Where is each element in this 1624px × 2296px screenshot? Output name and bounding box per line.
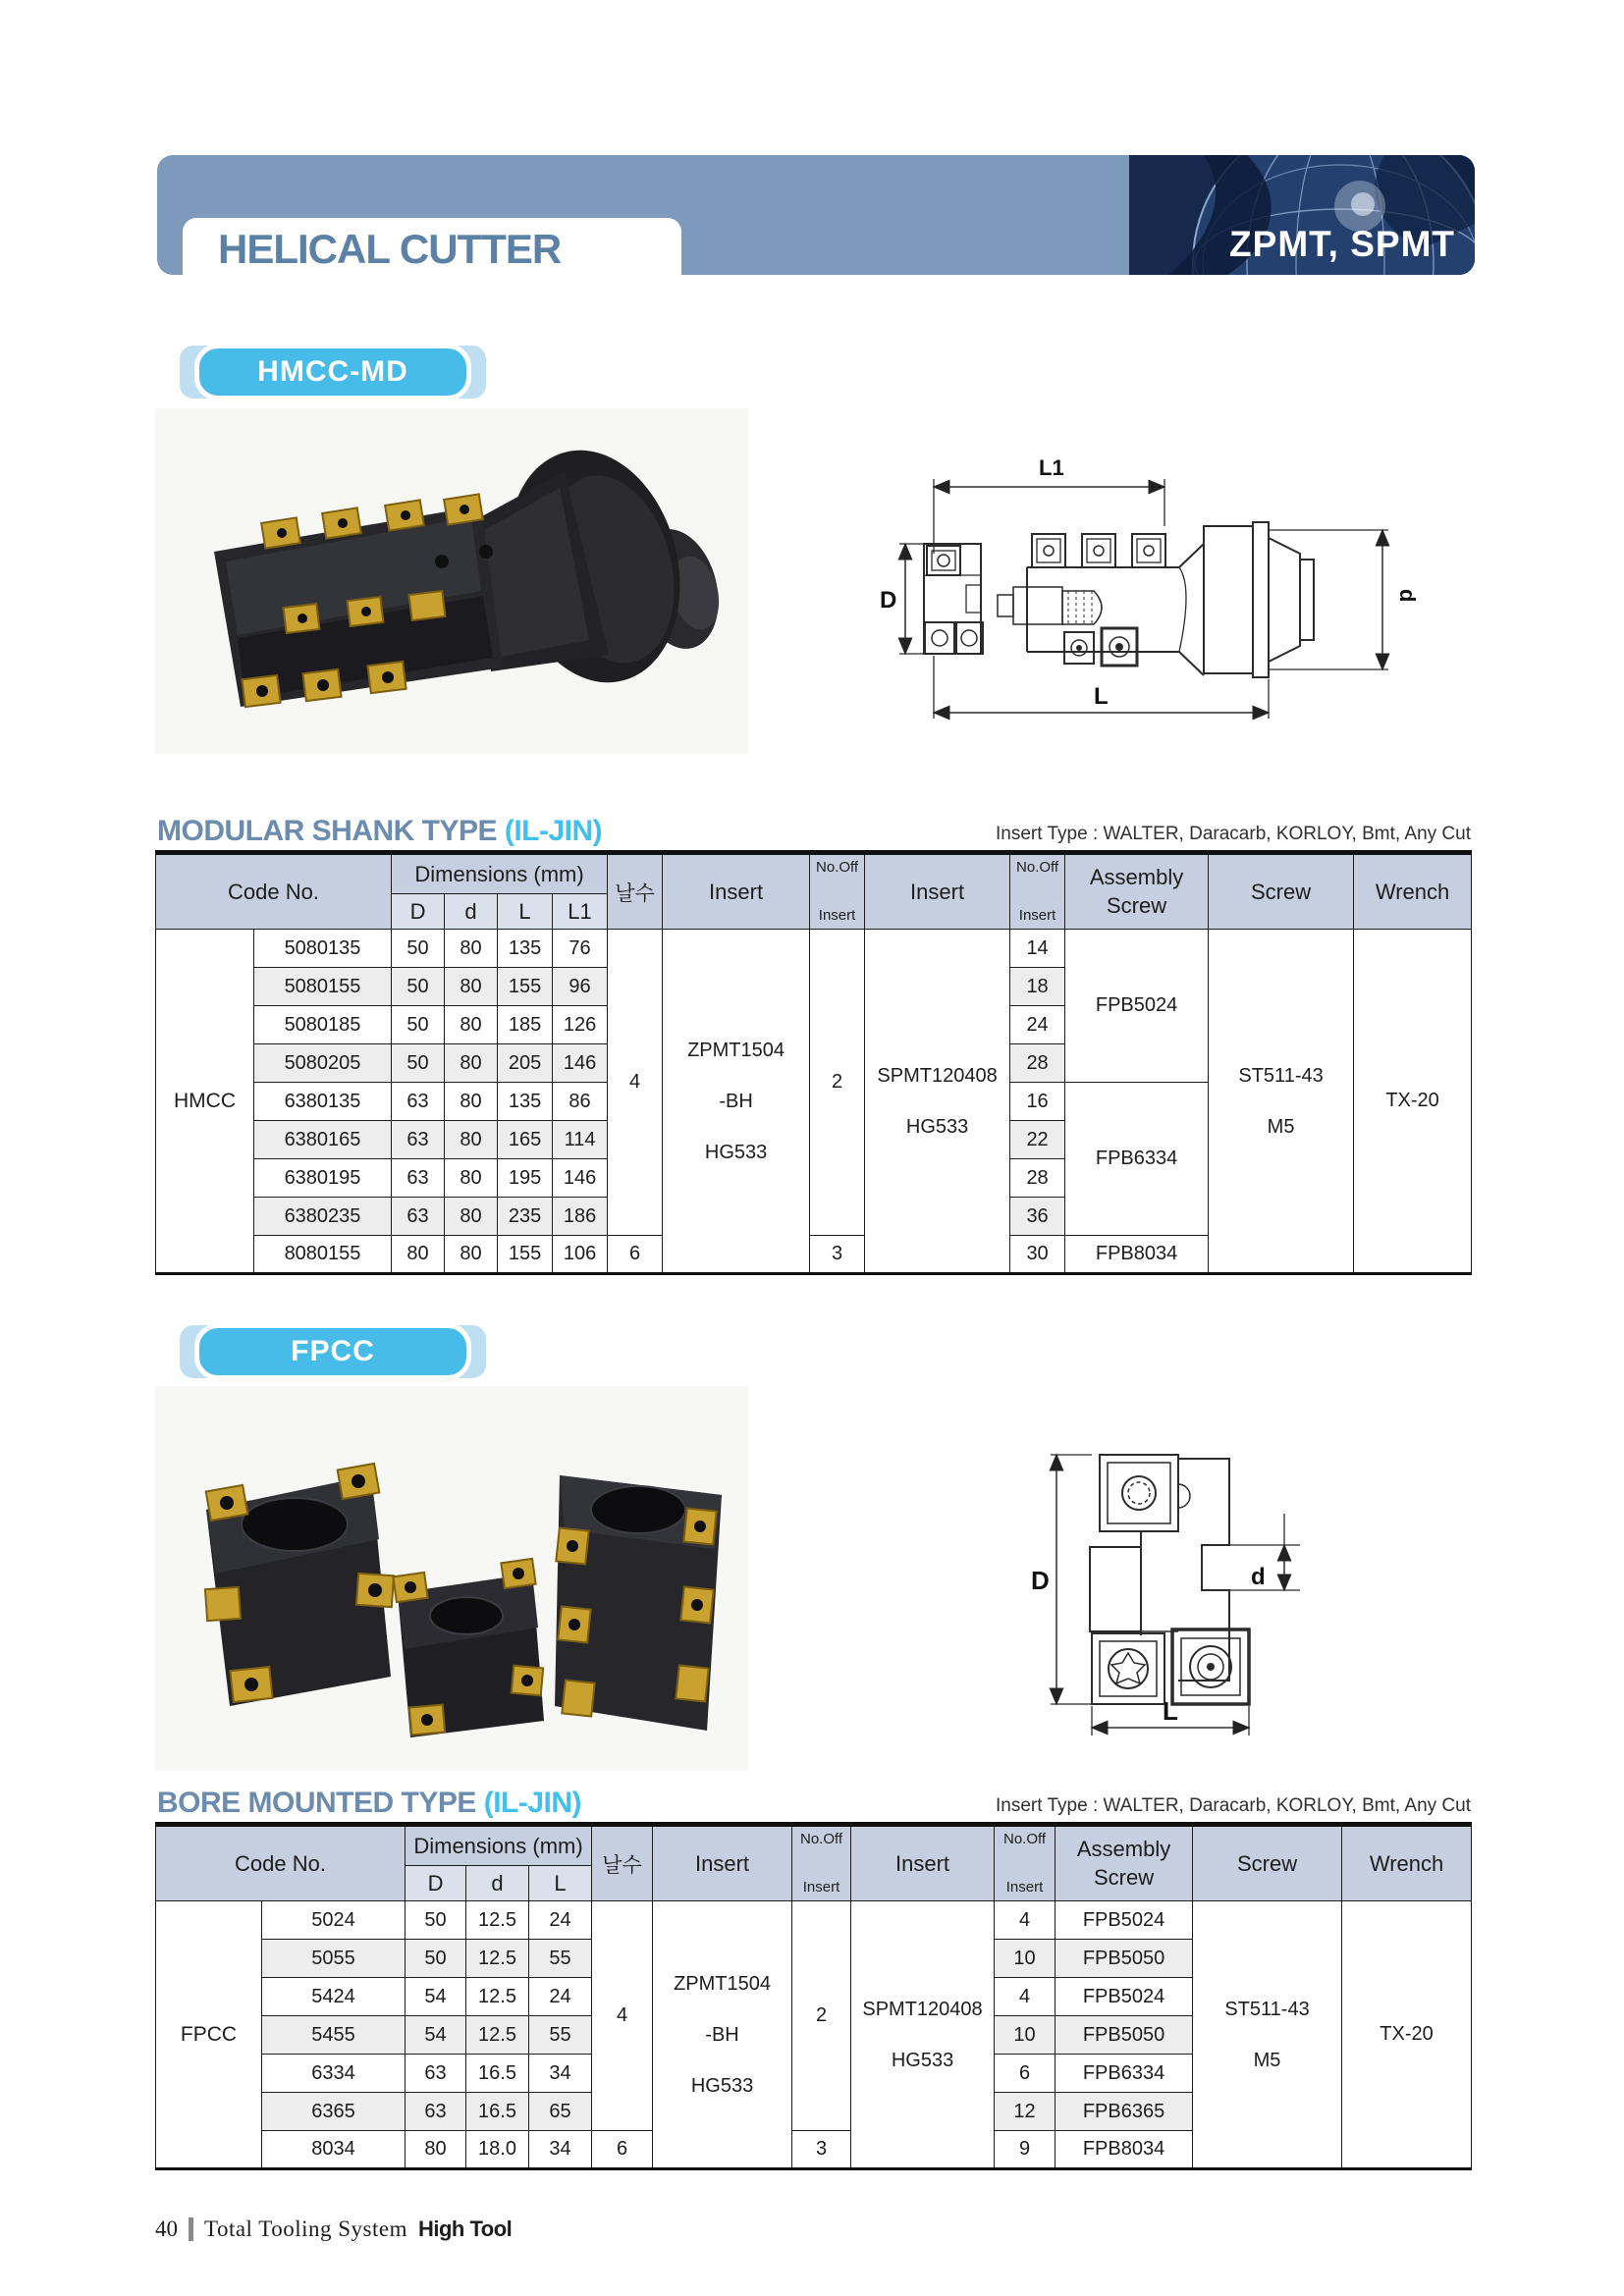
dim-d-cell: 12.5 bbox=[466, 1901, 529, 1940]
insert-1-cell bbox=[653, 1901, 792, 2169]
col-header-assembly-screw bbox=[1056, 1825, 1193, 1901]
dim-D-cell: 63 bbox=[406, 2055, 466, 2093]
dim-L-cell: 185 bbox=[498, 1006, 553, 1044]
no-off-top: No.Off bbox=[799, 1830, 843, 1847]
dim-L-cell: 205 bbox=[498, 1044, 553, 1083]
wrench-cell: TX-20 bbox=[1354, 930, 1472, 1274]
dim-label-l: L bbox=[1094, 683, 1109, 710]
col-header-insert-1: Insert bbox=[653, 1825, 792, 1901]
assembly-screw-cell: FPB6334 bbox=[1065, 1083, 1209, 1236]
no-off-1-cell: 2 bbox=[810, 930, 865, 1236]
code-cell: 6334 bbox=[262, 2055, 406, 2093]
dim-D-cell: 63 bbox=[392, 1121, 445, 1159]
no-off-2-cell: 9 bbox=[995, 2131, 1056, 2169]
dim-d-cell: 80 bbox=[445, 1198, 498, 1236]
page-title-tab bbox=[183, 218, 681, 310]
no-off-2-cell: 18 bbox=[1010, 968, 1065, 1006]
page-title: HELICAL CUTTER bbox=[218, 226, 562, 272]
section-title-text: MODULAR SHANK TYPE bbox=[157, 815, 498, 847]
no-off-2-cell: 28 bbox=[1010, 1159, 1065, 1198]
insert-line: -BH bbox=[705, 2023, 739, 2046]
no-off-2-cell: 4 bbox=[995, 1978, 1056, 2016]
screw-line: ST511-43 bbox=[1224, 1998, 1310, 2020]
dim-label-d: d bbox=[1251, 1564, 1266, 1590]
dim-L1-cell: 96 bbox=[553, 968, 608, 1006]
product-photo-fpcc bbox=[147, 1382, 756, 1780]
dim-L1-cell: 114 bbox=[553, 1121, 608, 1159]
page-footer bbox=[155, 2216, 512, 2242]
dim-L-cell: 135 bbox=[498, 930, 553, 968]
series-badge-hmcc-md bbox=[180, 346, 486, 399]
insert-line: SPMT120408 bbox=[877, 1064, 998, 1087]
dim-L-cell: 55 bbox=[529, 2016, 592, 2055]
dim-L-cell: 24 bbox=[529, 1978, 592, 2016]
screw-line: M5 bbox=[1267, 1115, 1295, 1138]
code-cell: 5424 bbox=[262, 1978, 406, 2016]
dim-D-cell: 50 bbox=[392, 1044, 445, 1083]
no-off-2-cell: 30 bbox=[1010, 1236, 1065, 1274]
section-header-modular bbox=[157, 811, 1471, 848]
footer-series-name: Total Tooling System bbox=[204, 2216, 407, 2241]
section-header-bore-mounted bbox=[157, 1783, 1471, 1820]
page-banner bbox=[157, 155, 1475, 275]
no-off-2-cell: 10 bbox=[995, 2016, 1056, 2055]
flutes-cell: 4 bbox=[608, 930, 663, 1236]
no-off-2-cell: 28 bbox=[1010, 1044, 1065, 1083]
dim-label-d-lower: d bbox=[1395, 589, 1420, 603]
group-code: HMCC bbox=[156, 930, 254, 1274]
screw-line: ST511-43 bbox=[1238, 1064, 1324, 1087]
screw-cell bbox=[1193, 1901, 1342, 2169]
dim-L-cell: 155 bbox=[498, 1236, 553, 1274]
col-header-code-no: Code No. bbox=[156, 1825, 406, 1901]
code-cell: 5080185 bbox=[254, 1006, 392, 1044]
dim-L-cell: 195 bbox=[498, 1159, 553, 1198]
dim-L-cell: 55 bbox=[529, 1940, 592, 1978]
col-header-D: D bbox=[406, 1866, 466, 1901]
no-off-2-cell: 10 bbox=[995, 1940, 1056, 1978]
insert-type-note: Insert Type : WALTER, Daracarb, KORLOY, Bmt, Any Cut bbox=[996, 1795, 1471, 1816]
no-off-bottom: Insert bbox=[1018, 907, 1056, 924]
code-cell: 6380135 bbox=[254, 1083, 392, 1121]
no-off-1-cell: 2 bbox=[792, 1901, 851, 2131]
col-header-flutes: 날수 bbox=[608, 853, 663, 930]
col-header-no-off-2 bbox=[995, 1825, 1056, 1901]
no-off-2-cell: 16 bbox=[1010, 1083, 1065, 1121]
dim-d-cell: 80 bbox=[445, 1159, 498, 1198]
no-off-bottom: Insert bbox=[818, 907, 856, 924]
col-header-insert-2: Insert bbox=[865, 853, 1010, 930]
col-header-wrench: Wrench bbox=[1354, 853, 1472, 930]
dim-d-cell: 80 bbox=[445, 1083, 498, 1121]
dim-L-cell: 65 bbox=[529, 2093, 592, 2131]
code-cell: 5080135 bbox=[254, 930, 392, 968]
flutes-cell: 6 bbox=[608, 1236, 663, 1274]
dim-D-cell: 63 bbox=[406, 2093, 466, 2131]
series-badge-fpcc bbox=[180, 1325, 486, 1378]
dim-label-L: L bbox=[1163, 1696, 1178, 1726]
dim-d-cell: 12.5 bbox=[466, 1978, 529, 2016]
wrench-cell: TX-20 bbox=[1342, 1901, 1472, 2169]
code-cell: 6365 bbox=[262, 2093, 406, 2131]
no-off-2-cell: 6 bbox=[995, 2055, 1056, 2093]
table-row bbox=[156, 1901, 1472, 1940]
code-cell: 5024 bbox=[262, 1901, 406, 1940]
code-cell: 8080155 bbox=[254, 1236, 392, 1274]
assembly-screw-cell: FPB8034 bbox=[1065, 1236, 1209, 1274]
dim-L1-cell: 186 bbox=[553, 1198, 608, 1236]
dim-label-l1: L1 bbox=[1039, 455, 1064, 480]
no-off-2-cell: 4 bbox=[995, 1901, 1056, 1940]
section-title-suffix: (IL-JIN) bbox=[504, 815, 603, 847]
dim-L-cell: 34 bbox=[529, 2131, 592, 2169]
dim-d-cell: 80 bbox=[445, 1044, 498, 1083]
dim-D-cell: 54 bbox=[406, 1978, 466, 2016]
table-row bbox=[156, 930, 1472, 968]
dim-L-cell: 165 bbox=[498, 1121, 553, 1159]
col-header-L1: L1 bbox=[553, 894, 608, 930]
col-header-screw: Screw bbox=[1193, 1825, 1342, 1901]
dim-label-D: D bbox=[1031, 1566, 1050, 1595]
dim-d-cell: 16.5 bbox=[466, 2093, 529, 2131]
insert-line: -BH bbox=[719, 1090, 753, 1112]
col-header-insert-2: Insert bbox=[851, 1825, 995, 1901]
dim-L1-cell: 76 bbox=[553, 930, 608, 968]
no-off-top: No.Off bbox=[1016, 858, 1059, 876]
insert-type-note: Insert Type : WALTER, Daracarb, KORLOY, Bmt, Any Cut bbox=[996, 824, 1471, 844]
dim-d-cell: 12.5 bbox=[466, 2016, 529, 2055]
dim-L-cell: 235 bbox=[498, 1198, 553, 1236]
technical-drawing-fpcc bbox=[994, 1398, 1327, 1752]
modular-shank-table bbox=[155, 850, 1472, 1275]
dim-d-cell: 16.5 bbox=[466, 2055, 529, 2093]
footer-divider bbox=[189, 2217, 193, 2241]
dim-D-cell: 80 bbox=[392, 1236, 445, 1274]
badge-label: FPCC bbox=[194, 1323, 471, 1380]
col-header-wrench: Wrench bbox=[1342, 1825, 1472, 1901]
dim-d-cell: 80 bbox=[445, 1006, 498, 1044]
dim-D-cell: 63 bbox=[392, 1198, 445, 1236]
col-header-dimensions: Dimensions (mm) bbox=[392, 853, 608, 894]
dim-D-cell: 63 bbox=[392, 1159, 445, 1198]
no-off-2-cell: 12 bbox=[995, 2093, 1056, 2131]
no-off-2-cell: 36 bbox=[1010, 1198, 1065, 1236]
dim-L1-cell: 106 bbox=[553, 1236, 608, 1274]
section-title bbox=[157, 1787, 581, 1820]
no-off-1-cell: 3 bbox=[810, 1236, 865, 1274]
code-cell: 5055 bbox=[262, 1940, 406, 1978]
page-number: 40 bbox=[155, 2216, 178, 2241]
no-off-bottom: Insert bbox=[1005, 1879, 1044, 1896]
flutes-cell: 4 bbox=[592, 1901, 653, 2131]
col-header-assembly-screw bbox=[1065, 853, 1209, 930]
insert-line: ZPMT1504 bbox=[674, 1972, 771, 1995]
section-title-text: BORE MOUNTED TYPE bbox=[157, 1787, 476, 1819]
no-off-bottom: Insert bbox=[802, 1879, 840, 1896]
assembly-screw-cell: FPB5050 bbox=[1056, 2016, 1193, 2055]
col-header-no-off-1 bbox=[792, 1825, 851, 1901]
dim-L1-cell: 126 bbox=[553, 1006, 608, 1044]
technical-drawing-hmcc bbox=[840, 428, 1430, 739]
assembly-screw-cell: FPB6334 bbox=[1056, 2055, 1193, 2093]
assembly-screw-cell: FPB5024 bbox=[1056, 1901, 1193, 1940]
screw-line: M5 bbox=[1253, 2049, 1281, 2071]
dim-label-d-upper: D bbox=[880, 587, 897, 614]
insert-line: HG533 bbox=[704, 1141, 768, 1163]
no-off-2-cell: 24 bbox=[1010, 1006, 1065, 1044]
assembly-screw-cell: FPB6365 bbox=[1056, 2093, 1193, 2131]
dim-d-cell: 12.5 bbox=[466, 1940, 529, 1978]
dim-D-cell: 50 bbox=[406, 1940, 466, 1978]
insert-line: HG533 bbox=[690, 2074, 754, 2097]
dim-D-cell: 80 bbox=[406, 2131, 466, 2169]
code-cell: 6380235 bbox=[254, 1198, 392, 1236]
flutes-cell: 6 bbox=[592, 2131, 653, 2169]
col-header-flutes: 날수 bbox=[592, 1825, 653, 1901]
dim-L1-cell: 146 bbox=[553, 1044, 608, 1083]
dim-D-cell: 63 bbox=[392, 1083, 445, 1121]
insert-1-cell bbox=[663, 930, 810, 1274]
code-cell: 6380165 bbox=[254, 1121, 392, 1159]
col-header-D: D bbox=[392, 894, 445, 930]
insert-line: HG533 bbox=[905, 1115, 969, 1138]
footer-brand-name: High Tool bbox=[417, 2216, 513, 2241]
dim-D-cell: 54 bbox=[406, 2016, 466, 2055]
col-header-no-off-1 bbox=[810, 853, 865, 930]
section-title-suffix: (IL-JIN) bbox=[483, 1787, 582, 1819]
insert-tag-label: ZPMT, SPMT bbox=[1229, 224, 1455, 264]
code-cell: 5080155 bbox=[254, 968, 392, 1006]
assembly-screw-cell: FPB5024 bbox=[1065, 930, 1209, 1083]
assembly-screw-cell: FPB8034 bbox=[1056, 2131, 1193, 2169]
dim-L1-cell: 86 bbox=[553, 1083, 608, 1121]
code-cell: 5080205 bbox=[254, 1044, 392, 1083]
code-cell: 8034 bbox=[262, 2131, 406, 2169]
col-header-L: L bbox=[498, 894, 553, 930]
assembly-top: Assembly bbox=[1089, 864, 1184, 889]
col-header-d: d bbox=[445, 894, 498, 930]
dim-D-cell: 50 bbox=[406, 1901, 466, 1940]
col-header-L: L bbox=[529, 1866, 592, 1901]
no-off-2-cell: 22 bbox=[1010, 1121, 1065, 1159]
badge-label: HMCC-MD bbox=[194, 344, 471, 400]
dim-d-cell: 80 bbox=[445, 930, 498, 968]
assembly-screw-cell: FPB5050 bbox=[1056, 1940, 1193, 1978]
dim-d-cell: 80 bbox=[445, 1121, 498, 1159]
no-off-top: No.Off bbox=[816, 858, 859, 876]
assembly-bottom: Screw bbox=[1107, 892, 1167, 918]
dim-d-cell: 80 bbox=[445, 1236, 498, 1274]
insert-line: HG533 bbox=[891, 2049, 954, 2071]
insert-2-cell bbox=[865, 930, 1010, 1274]
col-header-d: d bbox=[466, 1866, 529, 1901]
insert-line: SPMT120408 bbox=[862, 1998, 983, 2020]
insert-line: ZPMT1504 bbox=[687, 1039, 785, 1061]
screw-cell bbox=[1209, 930, 1354, 1274]
no-off-1-cell: 3 bbox=[792, 2131, 851, 2169]
col-header-code-no: Code No. bbox=[156, 853, 392, 930]
dim-D-cell: 50 bbox=[392, 1006, 445, 1044]
insert-2-cell bbox=[851, 1901, 995, 2169]
bore-mounted-table bbox=[155, 1822, 1472, 2170]
code-cell: 5455 bbox=[262, 2016, 406, 2055]
dim-d-cell: 18.0 bbox=[466, 2131, 529, 2169]
product-photo-hmcc bbox=[147, 404, 756, 763]
dim-L1-cell: 146 bbox=[553, 1159, 608, 1198]
assembly-bottom: Screw bbox=[1093, 1864, 1155, 1890]
group-code: FPCC bbox=[156, 1901, 262, 2169]
col-header-dimensions: Dimensions (mm) bbox=[406, 1825, 592, 1866]
dim-L-cell: 135 bbox=[498, 1083, 553, 1121]
assembly-top: Assembly bbox=[1076, 1836, 1171, 1861]
col-header-insert-1: Insert bbox=[663, 853, 810, 930]
assembly-screw-cell: FPB5024 bbox=[1056, 1978, 1193, 2016]
dim-D-cell: 50 bbox=[392, 930, 445, 968]
dim-d-cell: 80 bbox=[445, 968, 498, 1006]
col-header-screw: Screw bbox=[1209, 853, 1354, 930]
dim-D-cell: 50 bbox=[392, 968, 445, 1006]
dim-L-cell: 34 bbox=[529, 2055, 592, 2093]
no-off-top: No.Off bbox=[1002, 1830, 1047, 1847]
col-header-no-off-2 bbox=[1010, 853, 1065, 930]
section-title bbox=[157, 815, 602, 848]
dim-L-cell: 24 bbox=[529, 1901, 592, 1940]
dim-L-cell: 155 bbox=[498, 968, 553, 1006]
code-cell: 6380195 bbox=[254, 1159, 392, 1198]
no-off-2-cell: 14 bbox=[1010, 930, 1065, 968]
